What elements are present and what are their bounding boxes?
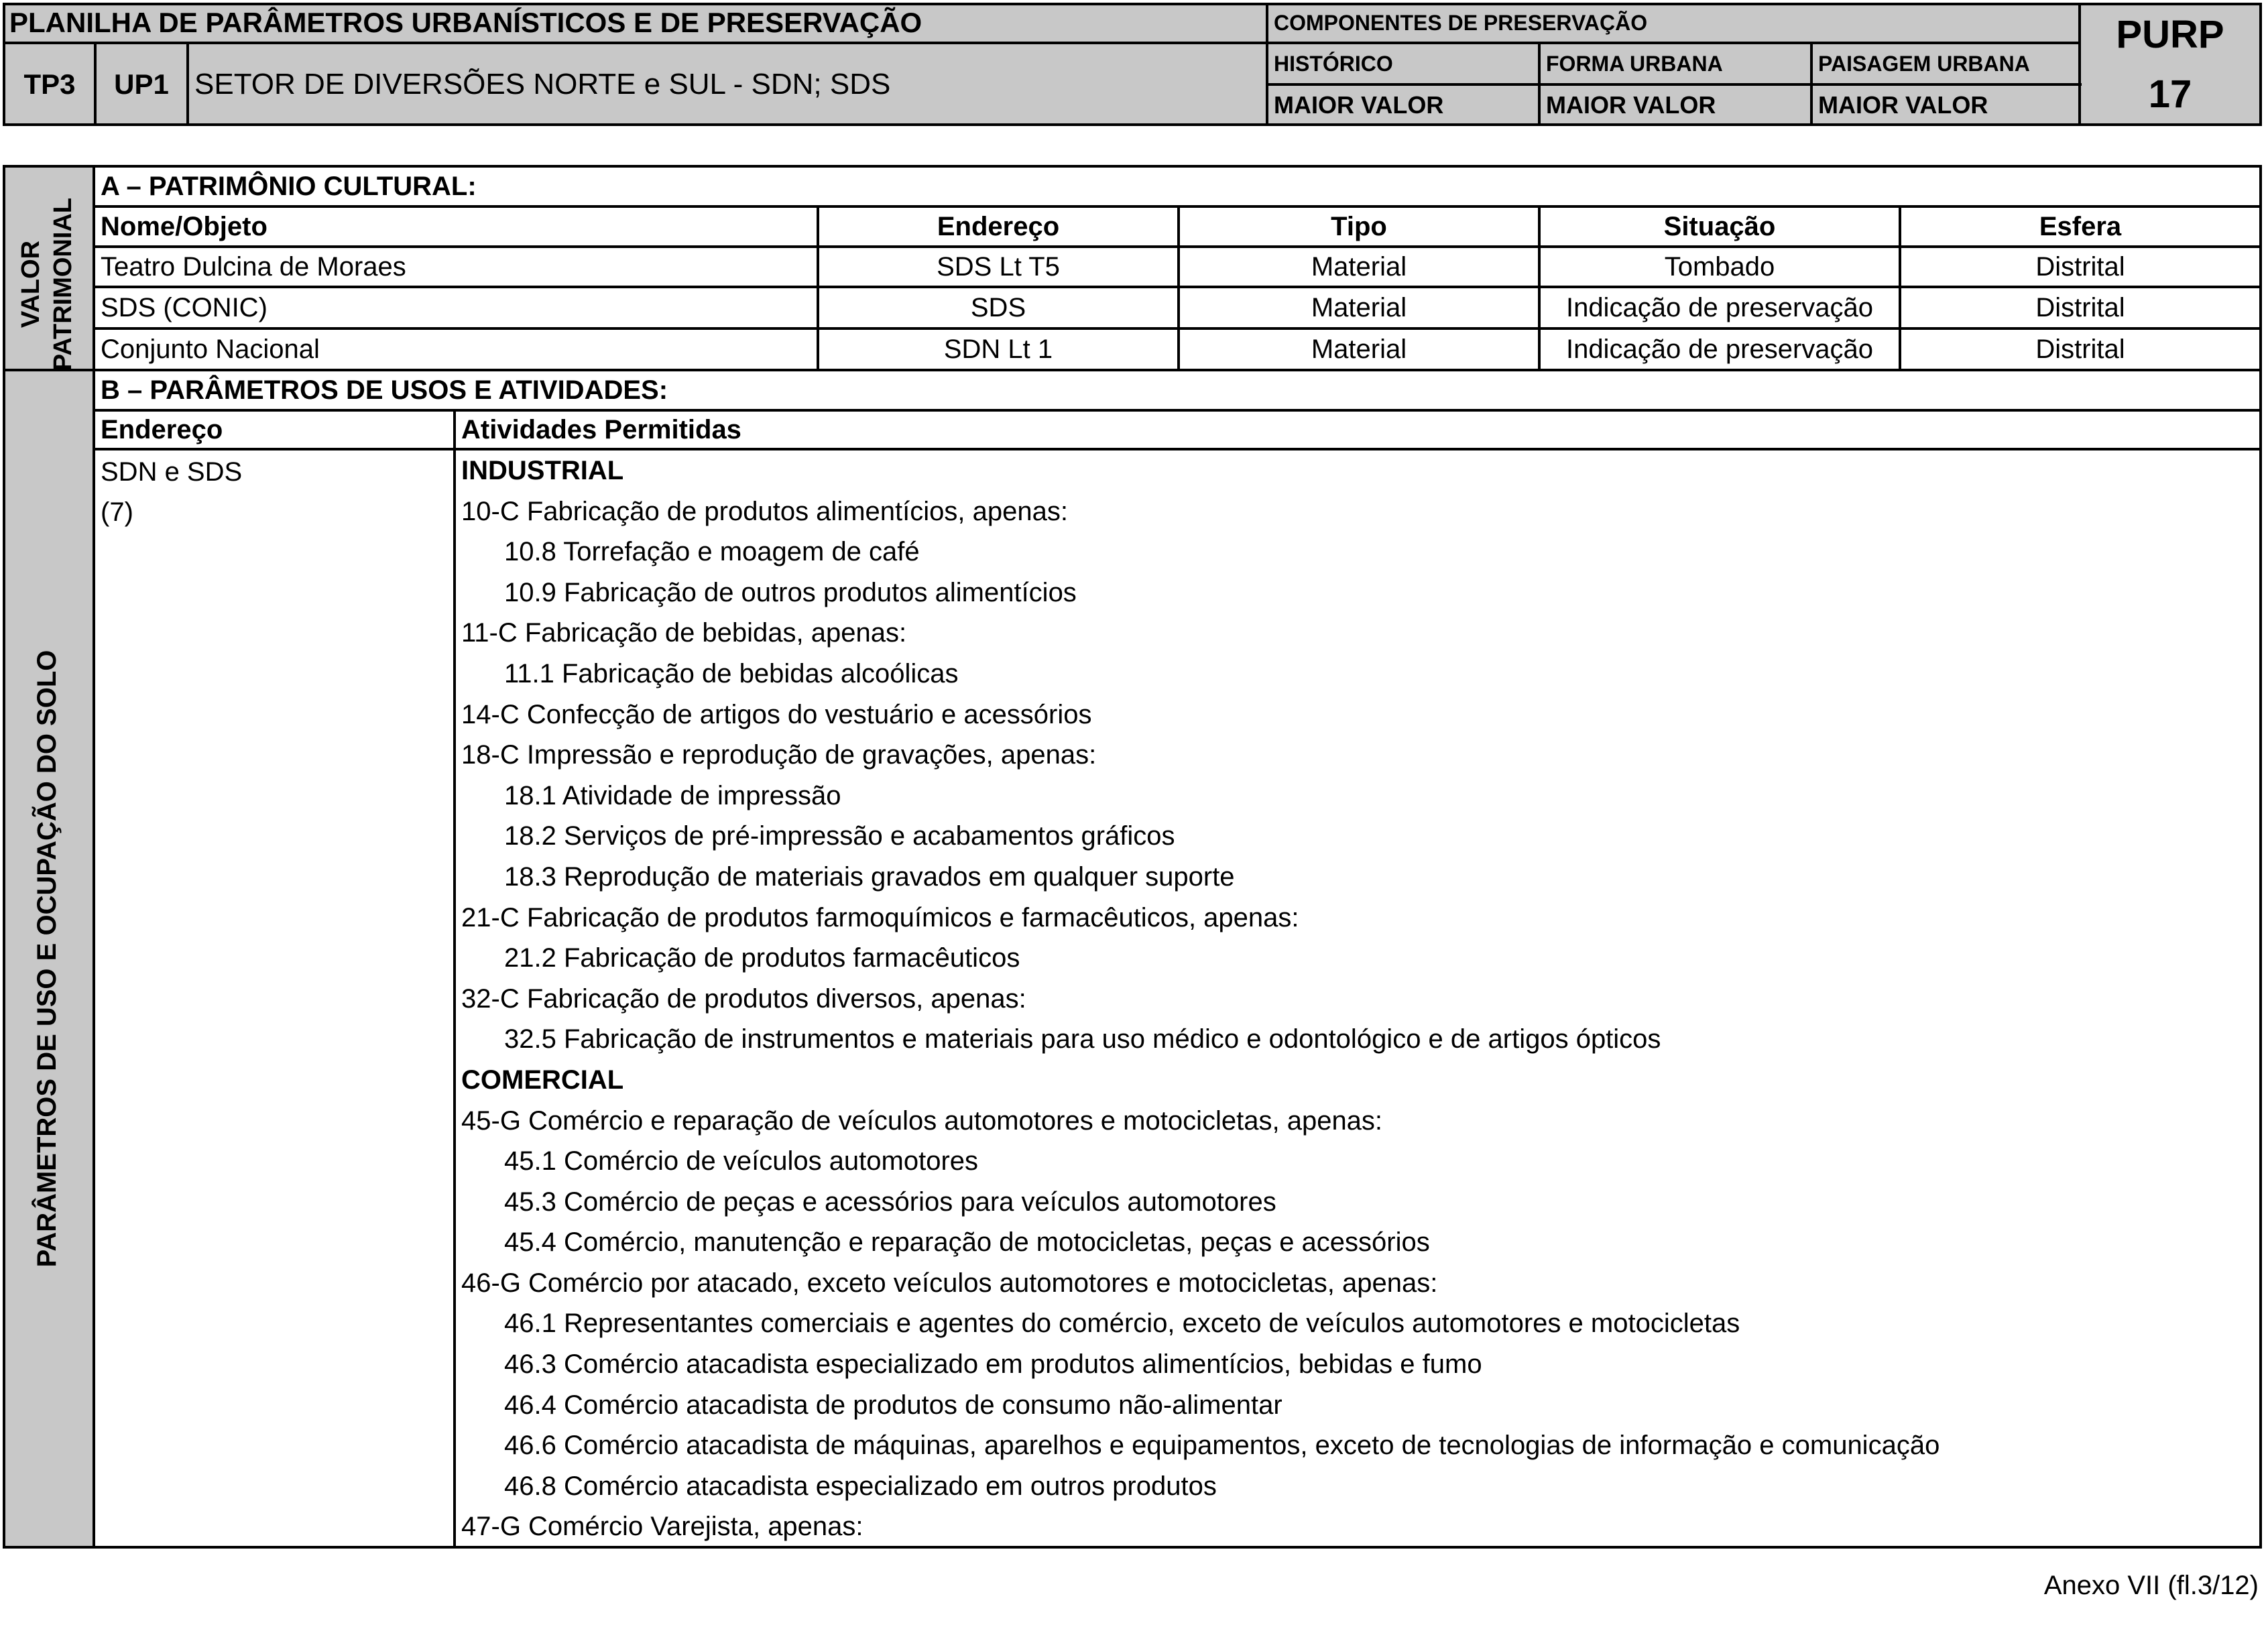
activity-item: 46.1 Representantes comerciais e agentes do comércio, exceto de veículos automotores e motocicletas — [504, 1309, 1740, 1339]
activity-item: 45.1 Comércio de veículos automotores — [504, 1146, 979, 1176]
heritage-row-name: Teatro Dulcina de Moraes — [101, 251, 406, 282]
activity-category: INDUSTRIAL — [461, 456, 624, 485]
document-title: PLANILHA DE PARÂMETROS URBANÍSTICOS E DE PRESERVAÇÃO — [9, 7, 922, 38]
heritage-row-type: Material — [1311, 251, 1407, 282]
header-divider — [1266, 3, 1268, 126]
col-header-nome: Nome/Objeto — [101, 211, 267, 241]
address-line: SDN e SDS — [101, 457, 243, 487]
parametros-label: PARÂMETROS DE USO E OCUPAÇÃO DO SOLO — [32, 650, 62, 1268]
col-header-address: Endereço — [101, 414, 223, 444]
section-b-title: B – PARÂMETROS DE USOS E ATIVIDADES: — [101, 375, 668, 405]
activity-item: 10.9 Fabricação de outros produtos alimentícios — [504, 577, 1077, 607]
sector-name: SETOR DE DIVERSÕES NORTE e SUL - SDN; SDS — [194, 68, 891, 101]
component-label-paisagem-urbana: PAISAGEM URBANA — [1818, 51, 2030, 76]
component-label-historico: HISTÓRICO — [1274, 51, 1393, 76]
activity-item: 32-C Fabricação de produtos diversos, apenas: — [461, 983, 1026, 1014]
heritage-row-address: SDS — [970, 292, 1026, 322]
table-divider — [93, 165, 95, 1549]
heritage-row-sphere: Distrital — [2035, 292, 2125, 322]
col-header-activities: Atividades Permitidas — [461, 414, 741, 444]
activity-item: 46.4 Comércio atacadista de produtos de consumo não-alimentar — [504, 1390, 1282, 1420]
heritage-row-type: Material — [1311, 334, 1407, 364]
address-note: (7) — [101, 497, 133, 527]
col-header-endereco: Endereço — [937, 211, 1060, 241]
component-value-forma-urbana: MAIOR VALOR — [1546, 91, 1716, 119]
component-label-forma-urbana: FORMA URBANA — [1546, 51, 1723, 76]
heritage-row-sphere: Distrital — [2035, 251, 2125, 282]
activity-item: 47-G Comércio Varejista, apenas: — [461, 1512, 863, 1542]
activity-item: 32.5 Fabricação de instrumentos e materiais para uso médico e odontológico e de artigos ópticos — [504, 1024, 1661, 1054]
valor-label: VALOR — [17, 240, 45, 328]
col-header-tipo: Tipo — [1331, 211, 1387, 241]
component-value-historico: MAIOR VALOR — [1274, 91, 1444, 119]
activity-category: COMERCIAL — [461, 1065, 624, 1095]
components-title: COMPONENTES DE PRESERVAÇÃO — [1274, 10, 1648, 35]
heritage-row-name: SDS (CONIC) — [101, 292, 267, 322]
col-header-situacao: Situação — [1663, 211, 1776, 241]
activity-item: 18.1 Atividade de impressão — [504, 780, 841, 810]
activity-item: 18.2 Serviços de pré-impressão e acabamentos gráficos — [504, 821, 1175, 851]
activity-item: 10-C Fabricação de produtos alimentícios, apenas: — [461, 496, 1068, 526]
heritage-row-address: SDS Lt T5 — [937, 251, 1060, 282]
heritage-row-status: Tombado — [1664, 251, 1775, 282]
activity-item: 14-C Confecção de artigos do vestuário e acessórios — [461, 699, 1092, 729]
header-divider — [186, 42, 189, 126]
heritage-row-status: Indicação de preservação — [1565, 334, 1874, 364]
section-a-title: A – PATRIMÔNIO CULTURAL: — [101, 171, 477, 201]
activity-item: 18-C Impressão e reprodução de gravações, apenas: — [461, 740, 1097, 770]
patrimonial-label: PATRIMONIAL — [49, 197, 77, 371]
activity-item: 11.1 Fabricação de bebidas alcoólicas — [504, 658, 959, 688]
activities-list — [461, 450, 2258, 1547]
header-divider — [1538, 42, 1541, 126]
component-value-paisagem-urbana: MAIOR VALOR — [1818, 91, 1988, 119]
activity-item: 46-G Comércio por atacado, exceto veículos automotores e motocicletas, apenas: — [461, 1268, 1438, 1298]
purp-number: 17 — [2148, 72, 2192, 116]
activity-item: 21.2 Fabricação de produtos farmacêuticos — [504, 943, 1020, 973]
table-divider — [453, 409, 456, 1549]
header-divider — [1810, 42, 1813, 126]
activity-item: 10.8 Torrefação e moagem de café — [504, 537, 920, 567]
table-divider — [93, 409, 2262, 412]
activity-item: 11-C Fabricação de bebidas, apenas: — [461, 618, 907, 648]
heritage-row-status: Indicação de preservação — [1565, 292, 1874, 322]
heritage-row-name: Conjunto Nacional — [101, 334, 320, 364]
activity-item: 21-C Fabricação de produtos farmoquímicos e farmacêuticos, apenas: — [461, 902, 1299, 932]
activity-item: 18.3 Reprodução de materiais gravados em qualquer suporte — [504, 861, 1235, 892]
heritage-row-type: Material — [1311, 292, 1407, 322]
purp-label: PURP — [2116, 12, 2224, 56]
activity-item: 45.4 Comércio, manutenção e reparação de motocicletas, peças e acessórios — [504, 1227, 1430, 1258]
annex-reference: Anexo VII (fl.3/12) — [2043, 1571, 2259, 1600]
heritage-row-sphere: Distrital — [2035, 334, 2125, 364]
activity-item: 45-G Comércio e reparação de veículos automotores e motocicletas, apenas: — [461, 1105, 1383, 1136]
activity-item: 46.8 Comércio atacadista especializado em outros produtos — [504, 1471, 1217, 1501]
activity-item: 45.3 Comércio de peças e acessórios para veículos automotores — [504, 1187, 1276, 1217]
heritage-row-address: SDN Lt 1 — [943, 334, 1053, 364]
tp-code: TP3 — [23, 68, 76, 100]
activity-item: 46.6 Comércio atacadista de máquinas, aparelhos e equipamentos, exceto de tecnologias de informação e comunicação — [504, 1431, 1940, 1461]
up-code: UP1 — [114, 68, 169, 100]
col-header-esfera: Esfera — [2039, 211, 2122, 241]
activity-item: 46.3 Comércio atacadista especializado em produtos alimentícios, bebidas e fumo — [504, 1349, 1482, 1380]
